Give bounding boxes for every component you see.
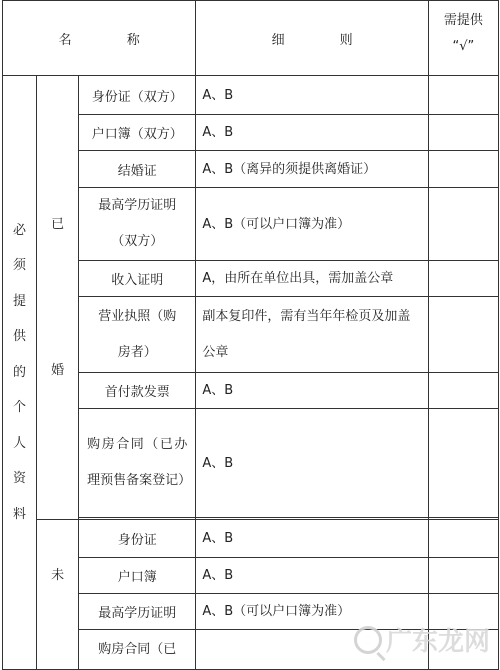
item-detail: A、B (196, 558, 428, 594)
item-detail: A、B (196, 409, 428, 518)
required-char-4: 供 (13, 329, 27, 345)
required-label-cell (3, 76, 37, 670)
item-detail: A、B（可以户口簿为准） (196, 188, 428, 261)
required-char-2: 须 (13, 258, 27, 274)
header-need-line2: “√” (452, 39, 475, 54)
header-need-cell (428, 1, 498, 76)
item-name: 首付款发票 (79, 373, 196, 409)
married-char-2: 婚 (51, 362, 65, 378)
item-name: 最高学历证明（双方） (79, 188, 196, 261)
header-detail-left: 细 (271, 32, 285, 48)
checkbox-cell[interactable] (428, 115, 498, 151)
checkbox-cell[interactable] (428, 151, 498, 188)
item-detail: A、B（离异的须提供离婚证） (196, 151, 428, 188)
checkbox-cell[interactable] (428, 188, 498, 261)
checkbox-cell[interactable] (428, 409, 498, 518)
checkbox-cell[interactable] (428, 373, 498, 409)
watermark-text: 广东龙网 (385, 627, 490, 657)
header-detail-right: 则 (339, 32, 353, 48)
item-name: 结婚证 (79, 151, 196, 188)
required-char-3: 提 (13, 293, 27, 309)
married-char-1: 已 (51, 216, 65, 232)
item-name: 最高学历证明 (79, 594, 196, 630)
item-detail: A、B（可以户口簿为准） (196, 594, 428, 630)
checkbox-cell[interactable] (428, 520, 498, 558)
header-detail-cell (196, 1, 428, 76)
item-detail: A、B (196, 373, 428, 409)
married-label-cell (37, 76, 79, 520)
item-detail: 副本复印件，需有当年年检页及加盖公章 (196, 297, 428, 373)
required-char-1: 必 (13, 222, 27, 238)
item-name: 购房合同（已办理预售备案登记） (79, 409, 196, 518)
item-detail: A、B (196, 115, 428, 151)
required-char-7: 人 (13, 435, 27, 451)
magnifier-icon (354, 626, 382, 654)
required-char-5: 的 (13, 364, 27, 380)
document-table (2, 0, 499, 670)
item-name: 户口簿 (79, 558, 196, 594)
item-name: 营业执照（购房者） (79, 297, 196, 373)
checkbox-cell[interactable] (428, 76, 498, 115)
checkbox-cell[interactable] (428, 261, 498, 297)
checkbox-cell[interactable] (428, 297, 498, 373)
table-row (3, 76, 499, 115)
item-name: 购房合同（已 (79, 630, 196, 670)
watermark (354, 621, 490, 658)
header-name-left: 名 (58, 32, 72, 48)
required-char-8: 资 (13, 471, 27, 487)
item-detail: A、B (196, 76, 428, 115)
unmarried-label-cell: 未 (37, 520, 79, 670)
header-need-line1: 需提供 (443, 13, 483, 28)
header-name-cell (3, 1, 196, 76)
item-name: 身份证（双方） (79, 76, 196, 115)
item-detail: A，由所在单位出具，需加盖公章 (196, 261, 428, 297)
required-char-9: 料 (13, 506, 27, 522)
item-detail: A、B (196, 520, 428, 558)
item-name: 身份证 (79, 520, 196, 558)
item-name: 收入证明 (79, 261, 196, 297)
table-row (3, 520, 499, 558)
item-name: 户口簿（双方） (79, 115, 196, 151)
header-name-right: 称 (126, 32, 140, 48)
checkbox-cell[interactable] (428, 558, 498, 594)
header-row (3, 1, 499, 76)
required-char-6: 个 (13, 400, 27, 416)
